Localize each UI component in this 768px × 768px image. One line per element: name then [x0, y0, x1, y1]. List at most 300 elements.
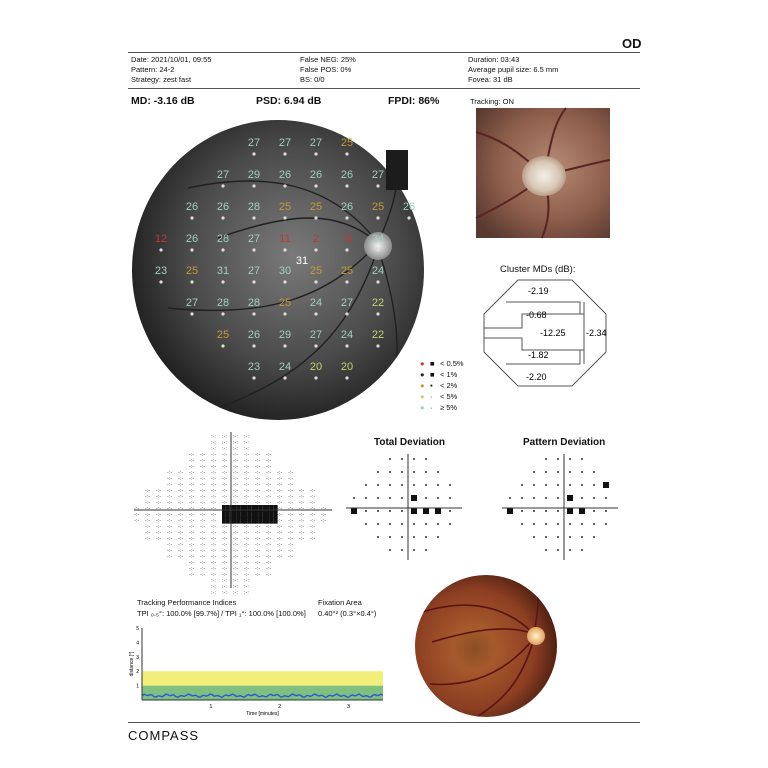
grayscale-cell: -:-: [266, 464, 272, 470]
grayscale-cell: -:-: [211, 494, 217, 500]
legend-symbol-icon: ■: [430, 359, 435, 368]
deviation-point: [593, 497, 595, 499]
grayscale-cell: -:-: [200, 530, 206, 536]
sensitivity-value: 22: [371, 329, 385, 341]
sensitivity-value: 27: [278, 137, 292, 149]
deviation-point: [449, 484, 451, 486]
grayscale-cell: -:-: [266, 488, 272, 494]
grayscale-cell: :-:: [211, 584, 216, 590]
pattern-deviation-plot: [500, 452, 620, 562]
deviation-mark: [351, 508, 357, 514]
test-point: [190, 248, 193, 251]
deviation-point: [533, 497, 535, 499]
test-point: [283, 216, 286, 219]
grayscale-cell: :-:: [222, 584, 227, 590]
fundus-sensitivity-map: [128, 118, 440, 422]
grayscale-cell: -:-: [233, 476, 239, 482]
grayscale-cell: -:-: [167, 488, 173, 494]
grayscale-cell: -:-: [189, 464, 195, 470]
legend-label: < 0.5%: [440, 359, 464, 368]
grayscale-cell: -:-: [277, 542, 283, 548]
grayscale-cell: -:-: [167, 476, 173, 482]
test-point: [159, 248, 162, 251]
sensitivity-value: -8: [342, 233, 352, 245]
pattern-deviation-title: Pattern Deviation: [523, 437, 606, 448]
grayscale-cell: :-:: [233, 446, 238, 452]
grayscale-cell: -:-: [167, 542, 173, 548]
deviation-point: [437, 523, 439, 525]
cluster-value-2: -0.68: [526, 310, 547, 320]
fixation-y-tick: 4: [136, 640, 139, 647]
grayscale-cell: :-:: [244, 440, 249, 446]
deviation-mark: [507, 508, 513, 514]
grayscale-cell: -:-: [321, 512, 327, 518]
test-point: [376, 280, 379, 283]
grayscale-cell: -:-: [178, 488, 184, 494]
deviation-point: [377, 484, 379, 486]
legend-symbol-icon: ·: [430, 392, 433, 401]
deviation-point: [593, 536, 595, 538]
deviation-point: [545, 523, 547, 525]
grayscale-grid: [134, 434, 326, 596]
sensitivity-value: 27: [371, 169, 385, 181]
grayscale-cell: ███: [244, 506, 256, 512]
deviation-point: [425, 523, 427, 525]
grayscale-cell: -:-: [266, 452, 272, 458]
grayscale-cell: -:-: [178, 524, 184, 530]
grayscale-cell: -:-: [222, 464, 228, 470]
grayscale-cell: -:-: [200, 542, 206, 548]
grayscale-cell: -:-: [156, 512, 162, 518]
legend-swatch-icon: ●: [420, 359, 425, 368]
grayscale-cell: :-:: [222, 590, 227, 596]
deviation-point: [581, 549, 583, 551]
grayscale-cell: -:-: [178, 548, 184, 554]
deviation-point: [545, 471, 547, 473]
deviation-mark: [567, 495, 573, 501]
grayscale-cell: -:-: [189, 536, 195, 542]
test-point: [314, 248, 317, 251]
grayscale-cell: :-:: [244, 584, 249, 590]
sensitivity-value: 23: [247, 361, 261, 373]
grayscale-cell: -:-: [288, 536, 294, 542]
fixation-plot-area: [129, 626, 383, 717]
grayscale-cell: -:-: [310, 500, 316, 506]
deviation-point: [401, 458, 403, 460]
grayscale-cell: -:-: [222, 572, 228, 578]
grayscale-cell: -:-: [145, 524, 151, 530]
grayscale-cell: -:-: [178, 536, 184, 542]
fundus-color-photo: [412, 572, 560, 720]
deviation-point: [557, 458, 559, 460]
sensitivity-value: 27: [247, 137, 261, 149]
grayscale-cell: -:-: [255, 470, 261, 476]
test-point: [345, 184, 348, 187]
cluster-value-5: -1.82: [528, 350, 549, 360]
optic-disc-photo: [476, 108, 610, 238]
grayscale-cell: -:-: [233, 482, 239, 488]
fixation-x-tick: 1: [209, 704, 213, 710]
legend-item: [420, 369, 464, 380]
grayscale-cell: -:-: [200, 506, 206, 512]
grayscale-cell: :-:: [222, 434, 227, 440]
deviation-point: [389, 549, 391, 551]
deviation-point: [533, 484, 535, 486]
deviation-point: [377, 497, 379, 499]
grayscale-cell: -:-: [233, 494, 239, 500]
deviation-point: [581, 458, 583, 460]
grayscale-cell: -:-: [211, 500, 217, 506]
total-deviation-plot: [344, 452, 464, 562]
grayscale-cell: -:-: [299, 536, 305, 542]
grayscale-cell: -:-: [189, 476, 195, 482]
grayscale-cell: -:-: [299, 494, 305, 500]
grayscale-cell: -:-: [211, 518, 217, 524]
legend-label: < 5%: [440, 392, 458, 401]
test-point: [252, 184, 255, 187]
fixation-area-value: 0.40°² (0.3°×0.4°): [318, 609, 377, 618]
grayscale-cell: -:-: [156, 506, 162, 512]
grayscale-cell: -:-: [222, 560, 228, 566]
grayscale-cell: -:-: [288, 524, 294, 530]
grayscale-cell: ███: [255, 512, 267, 518]
deviation-point: [557, 497, 559, 499]
deviation-point: [401, 497, 403, 499]
legend-symbol-icon: ·: [430, 403, 433, 412]
legend-item: [420, 391, 464, 402]
sensitivity-value: 12: [154, 233, 168, 245]
grayscale-cell: -:-: [288, 506, 294, 512]
grayscale-cell: :-:: [244, 578, 249, 584]
grayscale-cell: -:-: [255, 560, 261, 566]
grayscale-cell: -:-: [233, 458, 239, 464]
deviation-mark: [411, 495, 417, 501]
deviation-point: [533, 510, 535, 512]
grayscale-cell: -:-: [156, 488, 162, 494]
grayscale-cell: -:-: [145, 488, 151, 494]
test-point: [314, 216, 317, 219]
deviation-point: [569, 471, 571, 473]
deviation-point: [605, 523, 607, 525]
legend-label: < 1%: [440, 370, 458, 379]
grayscale-cell: -:-: [255, 482, 261, 488]
grayscale-cell: -:-: [211, 488, 217, 494]
grayscale-cell: -:-: [266, 566, 272, 572]
footer-rule: [128, 722, 640, 723]
sensitivity-value: 26: [340, 169, 354, 181]
test-point: [283, 248, 286, 251]
deviation-point: [437, 484, 439, 486]
grayscale-cell: -:-: [266, 500, 272, 506]
deviation-point: [389, 523, 391, 525]
grayscale-cell: ███: [222, 518, 234, 524]
grayscale-cell: -:-: [200, 494, 206, 500]
test-point: [252, 216, 255, 219]
grayscale-cell: -:-: [277, 554, 283, 560]
deviation-mark: [567, 508, 573, 514]
legend-item: [420, 402, 464, 413]
grayscale-cell: ███: [266, 512, 278, 518]
grayscale-cell: -:-: [266, 530, 272, 536]
fovea-value: 31: [295, 255, 309, 267]
grayscale-cell: -:-: [255, 536, 261, 542]
grayscale-cell: -:-: [310, 512, 316, 518]
grayscale-cell: -:-: [244, 530, 250, 536]
test-point: [345, 152, 348, 155]
sensitivity-value: 30: [278, 265, 292, 277]
sensitivity-value: 25: [371, 201, 385, 213]
grayscale-cell: :-:: [211, 440, 216, 446]
legend-symbol-icon: ▪: [430, 381, 433, 390]
deviation-point: [401, 484, 403, 486]
test-point: [314, 280, 317, 283]
grayscale-cell: -:-: [277, 530, 283, 536]
tracking-status: Tracking: ON: [470, 97, 514, 106]
grayscale-cell: -:-: [266, 560, 272, 566]
grayscale-cell: -:-: [255, 500, 261, 506]
deviation-point: [557, 523, 559, 525]
sensitivity-value: 25: [309, 201, 323, 213]
duration-text: Duration: 03:43: [468, 55, 520, 64]
deviation-point: [425, 458, 427, 460]
grayscale-cell: -:-: [288, 488, 294, 494]
grayscale-cell: -:-: [277, 506, 283, 512]
grayscale-cell: -:-: [189, 566, 195, 572]
deviation-point: [377, 510, 379, 512]
test-point: [407, 216, 410, 219]
grayscale-cell: ███: [222, 512, 234, 518]
deviation-point: [389, 471, 391, 473]
legend-swatch-icon: ●: [420, 403, 425, 412]
grayscale-cell: -:-: [200, 524, 206, 530]
grayscale-cell: -:-: [211, 572, 217, 578]
cluster-value-1: -2.19: [528, 286, 549, 296]
grayscale-cell: -:-: [156, 500, 162, 506]
grayscale-cell: -:-: [255, 542, 261, 548]
deviation-point: [581, 471, 583, 473]
test-point: [283, 344, 286, 347]
fixation-y-tick: 3: [136, 654, 139, 661]
grayscale-cell: -:-: [134, 518, 140, 524]
test-point: [376, 216, 379, 219]
grayscale-cell: -:-: [200, 488, 206, 494]
strategy-text: Strategy: zest fast: [131, 75, 192, 84]
test-point: [221, 312, 224, 315]
false-neg-text: False NEG: 25%: [300, 55, 356, 64]
grayscale-cell: :-:: [211, 434, 216, 440]
grayscale-cell: -:-: [167, 548, 173, 554]
cluster-diagram: [480, 278, 610, 388]
grayscale-cell: -:-: [310, 536, 316, 542]
deviation-point: [545, 510, 547, 512]
grayscale-cell: -:-: [222, 548, 228, 554]
grayscale-cell: -:-: [200, 536, 206, 542]
grayscale-cell: :-:: [233, 584, 238, 590]
deviation-point: [437, 471, 439, 473]
deviation-point: [581, 497, 583, 499]
grayscale-cell: -:-: [145, 518, 151, 524]
date-text: Date: 2021/10/01, 09:55: [131, 55, 212, 64]
grayscale-cell: -:-: [200, 500, 206, 506]
deviation-point: [521, 497, 523, 499]
grayscale-cell: -:-: [189, 482, 195, 488]
grayscale-cell: -:-: [299, 506, 305, 512]
deviation-point: [557, 484, 559, 486]
grayscale-cell: ███: [244, 512, 256, 518]
test-point: [345, 376, 348, 379]
grayscale-cell: -:-: [244, 470, 250, 476]
grayscale-cell: -:-: [244, 542, 250, 548]
grayscale-cell: -:-: [178, 530, 184, 536]
deviation-point: [593, 471, 595, 473]
grayscale-cell: -:-: [134, 506, 140, 512]
sensitivity-value: 25: [278, 201, 292, 213]
grayscale-cell: :-:: [222, 440, 227, 446]
sensitivity-value: 24: [340, 329, 354, 341]
grayscale-cell: -:-: [233, 452, 239, 458]
grayscale-cell: :-:: [244, 434, 249, 440]
deviation-point: [401, 471, 403, 473]
test-point: [283, 184, 286, 187]
grayscale-cell: -:-: [222, 530, 228, 536]
grayscale-cell: -:-: [277, 518, 283, 524]
grayscale-cell: -:-: [255, 524, 261, 530]
sensitivity-value: 28: [247, 201, 261, 213]
test-point: [252, 344, 255, 347]
deviation-point: [413, 484, 415, 486]
legend-label: ≥ 5%: [440, 403, 458, 412]
sensitivity-value: 26: [185, 201, 199, 213]
header-col-1: [131, 55, 211, 85]
test-point: [252, 152, 255, 155]
grayscale-cell: :-:: [233, 440, 238, 446]
deviation-point: [377, 523, 379, 525]
grayscale-cell: -:-: [167, 506, 173, 512]
grayscale-cell: -:-: [211, 452, 217, 458]
grayscale-cell: -:-: [233, 560, 239, 566]
fovea-text: Fovea: 31 dB: [468, 75, 513, 84]
grayscale-cell: -:-: [200, 476, 206, 482]
md-value: MD: -3.16 dB: [131, 95, 195, 107]
grayscale-cell: -:-: [310, 518, 316, 524]
deviation-point: [377, 471, 379, 473]
deviation-point: [557, 471, 559, 473]
grayscale-cell: -:-: [266, 554, 272, 560]
grayscale-cell: -:-: [189, 452, 195, 458]
test-point: [283, 312, 286, 315]
test-point: [221, 344, 224, 347]
grayscale-cell: -:-: [277, 548, 283, 554]
grayscale-cell: ███: [222, 506, 234, 512]
grayscale-cell: -:-: [178, 554, 184, 560]
grayscale-cell: -:-: [266, 572, 272, 578]
test-point: [314, 184, 317, 187]
grayscale-cell: -:-: [145, 530, 151, 536]
grayscale-cell: -:-: [288, 542, 294, 548]
sensitivity-value: 20: [309, 361, 323, 373]
sensitivity-value: 28: [216, 297, 230, 309]
grayscale-cell: -:-: [288, 548, 294, 554]
deviation-point: [437, 536, 439, 538]
deviation-point: [569, 549, 571, 551]
deviation-point: [533, 536, 535, 538]
test-point: [221, 248, 224, 251]
grayscale-cell: -:-: [189, 524, 195, 530]
sensitivity-value: 22: [371, 297, 385, 309]
grayscale-cell: -:-: [156, 536, 162, 542]
sensitivity-value: 27: [309, 329, 323, 341]
grayscale-cell: -:-: [222, 452, 228, 458]
grayscale-cell: -:-: [200, 470, 206, 476]
grayscale-cell: -:-: [200, 464, 206, 470]
grayscale-cell: -:-: [244, 572, 250, 578]
grayscale-cell: :-:: [222, 578, 227, 584]
grayscale-cell: -:-: [266, 524, 272, 530]
grayscale-cell: -:-: [189, 530, 195, 536]
grayscale-cell: -:-: [233, 548, 239, 554]
grayscale-cell: -:-: [266, 458, 272, 464]
cluster-divider-4: [484, 338, 584, 350]
grayscale-cell: -:-: [233, 524, 239, 530]
grayscale-cell: -:-: [310, 530, 316, 536]
grayscale-cell: -:-: [321, 506, 327, 512]
sensitivity-value: 27: [185, 297, 199, 309]
grayscale-cell: -:-: [200, 554, 206, 560]
deviation-point: [545, 458, 547, 460]
grayscale-cell: -:-: [167, 518, 173, 524]
deviation-point: [401, 510, 403, 512]
test-point: [221, 216, 224, 219]
deviation-point: [581, 523, 583, 525]
sensitivity-value: 26: [309, 169, 323, 181]
test-point: [190, 312, 193, 315]
grayscale-cell: -:-: [211, 482, 217, 488]
deviation-point: [401, 523, 403, 525]
grayscale-cell: -:-: [255, 572, 261, 578]
sensitivity-value: 28: [216, 233, 230, 245]
grayscale-cell: ███: [233, 518, 245, 524]
tracking-performance-title: Tracking Performance Indices: [137, 598, 237, 607]
grayscale-cell: -:-: [244, 524, 250, 530]
fpdi-value: FPDI: 86%: [388, 95, 440, 107]
grayscale-cell: -:-: [266, 542, 272, 548]
deviation-point: [425, 484, 427, 486]
grayscale-cell: -:-: [244, 554, 250, 560]
deviation-point: [353, 497, 355, 499]
grayscale-cell: -:-: [288, 494, 294, 500]
grayscale-cell: :-:: [233, 434, 238, 440]
grayscale-cell: -:-: [178, 512, 184, 518]
deviation-point: [449, 510, 451, 512]
sensitivity-value: 27: [340, 297, 354, 309]
grayscale-cell: -:-: [200, 482, 206, 488]
grayscale-cell: -:-: [244, 500, 250, 506]
grayscale-cell: -:-: [178, 500, 184, 506]
grayscale-cell: -:-: [211, 548, 217, 554]
grayscale-cell: ███: [255, 518, 267, 524]
grayscale-cell: -:-: [288, 476, 294, 482]
cluster-title: Cluster MDs (dB):: [500, 264, 576, 275]
grayscale-cell: -:-: [244, 476, 250, 482]
deviation-point: [533, 471, 535, 473]
deviation-point: [569, 523, 571, 525]
deviation-point: [425, 471, 427, 473]
grayscale-cell: -:-: [189, 458, 195, 464]
deviation-point: [413, 523, 415, 525]
deviation-point: [533, 523, 535, 525]
sensitivity-value: 26: [185, 233, 199, 245]
grayscale-cell: -:-: [211, 542, 217, 548]
